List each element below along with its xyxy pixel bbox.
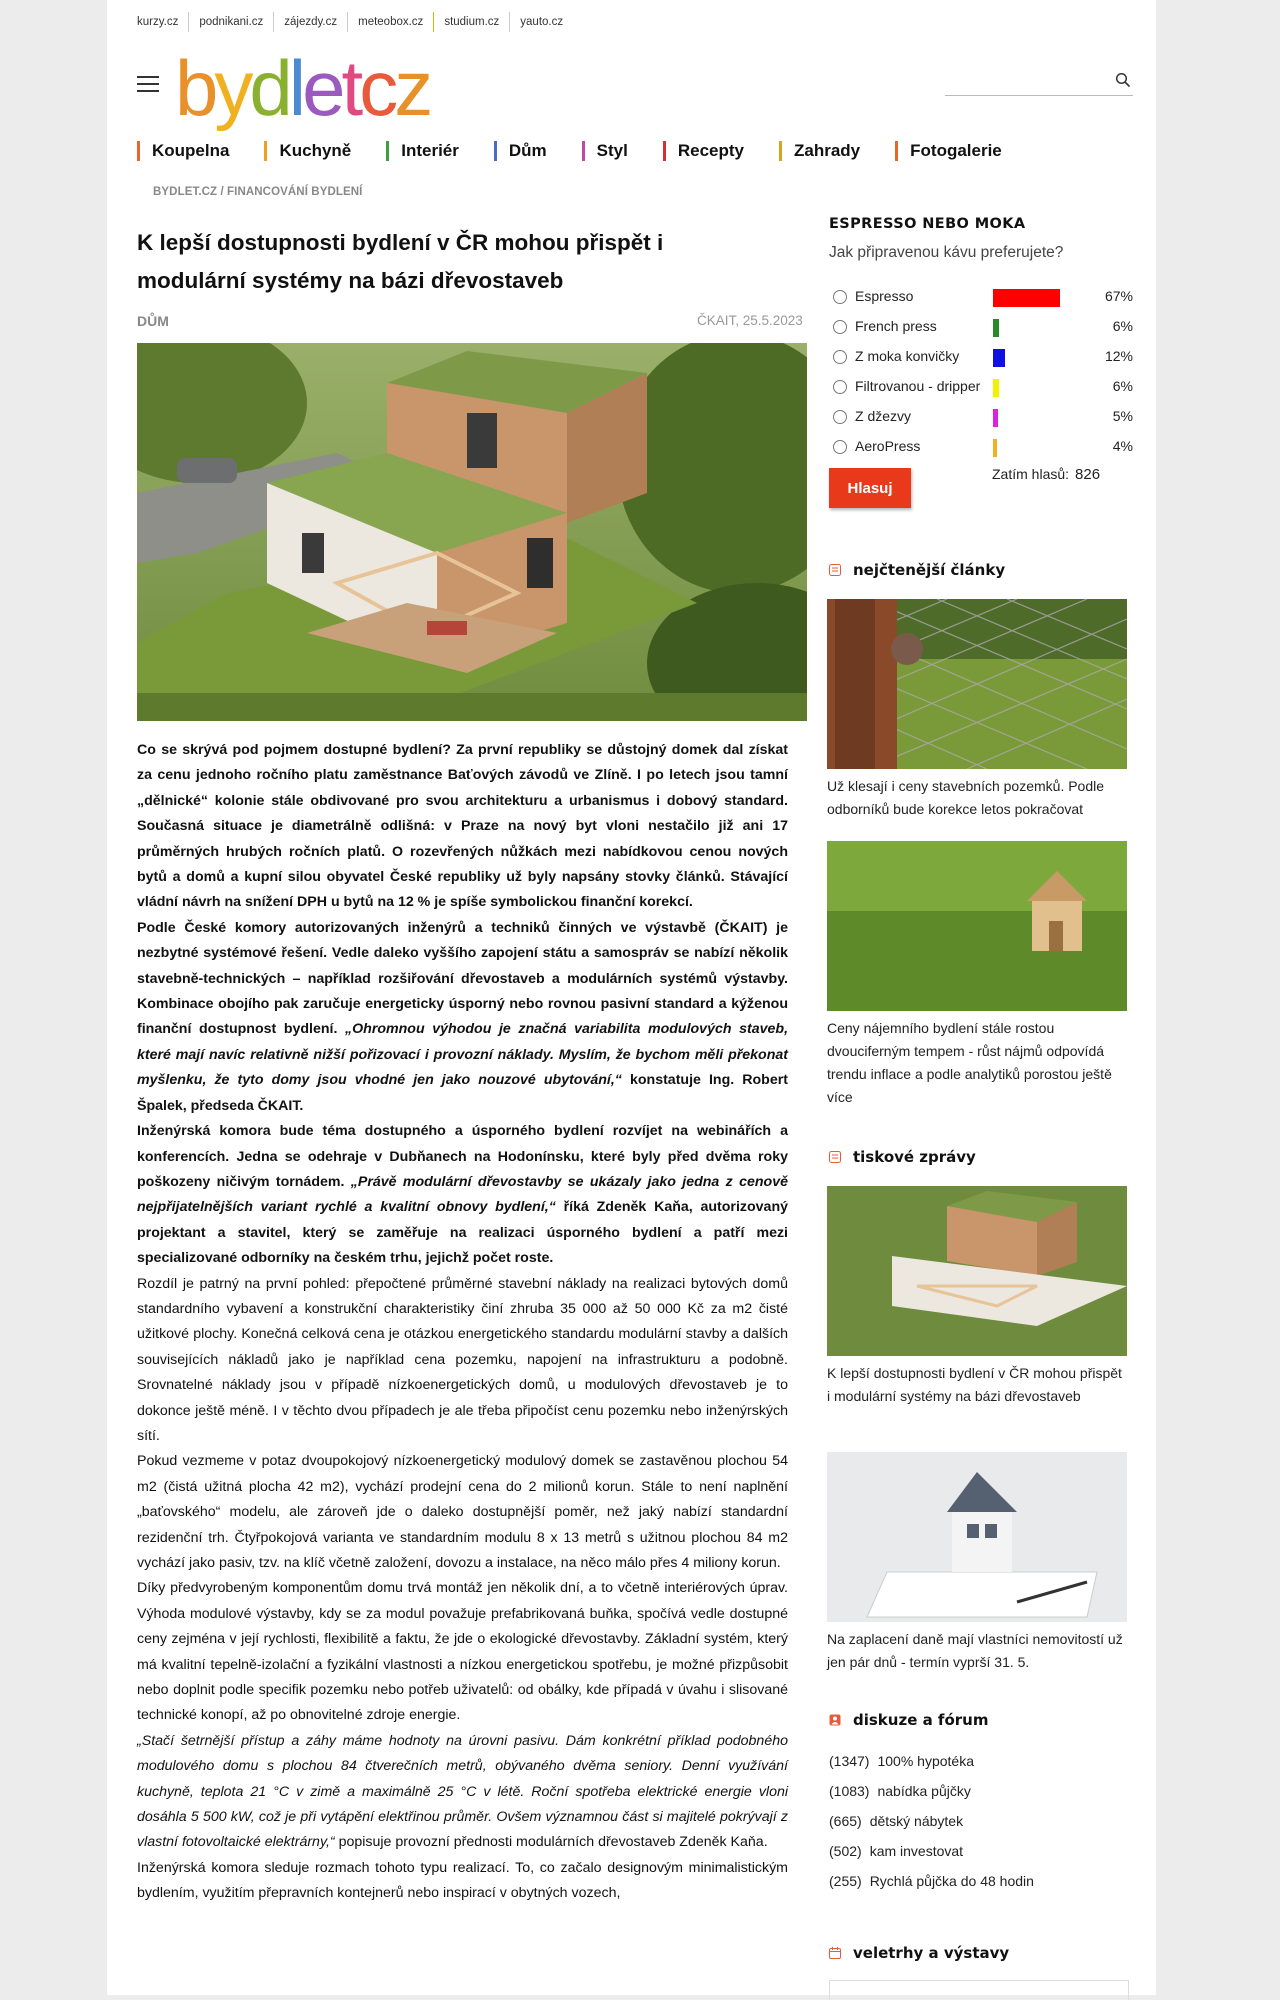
section-title: diskuze a fórum (853, 1711, 989, 1729)
poll-option[interactable] (833, 376, 1133, 400)
most-read-heading (829, 561, 1005, 579)
poll-option-label: AeroPress (855, 438, 921, 454)
nav-label: Styl (596, 141, 628, 160)
quote-text: „Právě modulární dřevostavby se ukázaly jako jedna z cenově nejpřijatelnějších variant rychlé a kvalitní obnovy bydlení,“ (137, 1173, 788, 1216)
press-heading (829, 1148, 976, 1166)
vote-count-label: Zatím hlasů: (992, 466, 1070, 482)
nav-label: Interiér (401, 141, 459, 160)
paragraph-8: Inženýrská komora sleduje rozmach tohoto typu realizací. To, co začalo designovým minimalistickým bydlením, využitím přepravních kontejnerů nebo inspirací v obytných vozech, (137, 1859, 788, 1902)
main-nav (137, 141, 1037, 161)
nav-label: Koupelna (152, 141, 230, 160)
poll-option-label: Filtrovanou - dripper (855, 378, 981, 394)
forum-label[interactable]: kam investovat (869, 1843, 964, 1859)
radio-button[interactable] (833, 440, 847, 454)
article-icon (829, 1151, 841, 1163)
page (107, 0, 1156, 1995)
poll-option-label: Espresso (855, 288, 914, 304)
nav-zahrady[interactable] (779, 141, 860, 161)
poll-result-bar (993, 379, 999, 397)
toplink-podnikani[interactable]: podnikani.cz (188, 12, 273, 32)
person-icon (829, 1714, 841, 1726)
forum-item[interactable] (829, 1746, 1034, 1776)
article-category[interactable]: DŮM (137, 313, 169, 329)
expo-box (829, 1980, 1129, 2000)
nav-color-bar (137, 141, 140, 161)
search-box (945, 66, 1133, 96)
poll-option-label: Z moka konvičky (855, 348, 960, 364)
section-title: veletrhy a výstavy (853, 1944, 1010, 1962)
card-caption[interactable]: Na zaplacení daně mají vlastníci nemovitostí už jen pár dnů - termín vyprší 31. 5. (827, 1631, 1123, 1670)
site-logo[interactable] (175, 44, 430, 132)
poll-option[interactable] (833, 406, 1133, 430)
nav-color-bar (779, 141, 782, 161)
top-links-bar (137, 12, 573, 32)
card-image[interactable] (827, 841, 1127, 1011)
toplink-yauto[interactable]: yauto.cz (509, 12, 573, 32)
logo-letter: t (341, 44, 360, 132)
nav-dum[interactable] (494, 141, 547, 161)
search-icon[interactable] (1115, 72, 1131, 88)
breadcrumb[interactable]: BYDLET.CZ / FINANCOVÁNÍ BYDLENÍ (153, 186, 363, 198)
nav-label: Zahrady (794, 141, 861, 160)
vote-count (992, 466, 1100, 483)
section-title: tiskové zprávy (853, 1148, 976, 1166)
card-image[interactable] (827, 1452, 1127, 1622)
poll-percentage: 67% (1104, 288, 1133, 304)
paragraph-text: Inženýrská komora bude téma dostupného a úsporného bydlení rozvíjet na webinářích a konferencích. Jedna se odehraje v Dubňanech na Hodonínsku, které byly před dvěma roky poškozeny ničivým tornádem. (137, 1123, 788, 1190)
poll-option-label: Z džezvy (855, 408, 912, 424)
nav-color-bar (264, 141, 267, 161)
paragraph-7 (137, 1729, 788, 1856)
poll-option[interactable] (833, 316, 1133, 340)
logo-letter: d (249, 44, 289, 132)
poll-option[interactable] (833, 346, 1133, 370)
nav-label: Kuchyně (279, 141, 352, 160)
toplink-kurzy[interactable]: kurzy.cz (137, 16, 179, 28)
poll-option-label: French press (855, 318, 937, 334)
card-caption[interactable]: Už klesají i ceny stavebních pozemků. Podle odborníků bude korekce letos pokračovat (827, 778, 1105, 817)
nav-label: Recepty (677, 141, 744, 160)
forum-heading (829, 1711, 988, 1729)
nav-interier[interactable] (386, 141, 459, 161)
forum-label[interactable]: dětský nábytek (869, 1813, 964, 1829)
vote-count-value: 826 (1075, 466, 1101, 483)
paragraph-text: popisuje provozní přednosti modulárních dřevostaveb Zdeněk Kaňa. (334, 1834, 768, 1851)
nav-fotogalerie[interactable] (895, 141, 1002, 161)
poll-question: Jak připravenou kávu preferujete? (829, 244, 1064, 261)
article-hero-image (137, 343, 807, 721)
quote-text: „Ohromnou výhodou je značná variabilita modulových staveb, které mají navíc relativně nižší pořizovací i provozní náklady. Myslím, že bychom měli překonat myšlenku, že tyto domy jsou vhodné jen jako nouzové ubytování,“ (137, 1021, 789, 1089)
quote-text: „Stačí šetrnější přístup a záhy máme hodnoty na úrovni pasivu. Dám konkrétní příklad podobného modulového domu s plochou 84 čtverečních metrů, obývaného dvěma seniory. Denní využívání kuchyně, teplota 21 °C v zimě a maximálně 25 °C v létě. Roční spotřeba elektrické energie vloni dosáhla 5 500 kW, což je při vytápění elektřinou průměr. Ovšem významnou část si majitelé pokrývají z vlastní fotovoltaické elektrárny,“ (137, 1732, 788, 1851)
logo-letter: y (214, 44, 250, 132)
nav-color-bar (582, 141, 585, 161)
poll-percentage: 5% (1112, 408, 1133, 424)
paragraph-1: Co se skrývá pod pojmem dostupné bydlení? Za první republiky se důstojný domek dal získat za cenu jednoho ročního platu zaměstnance Baťových závodů ve Zlíně. I po letech jsou tamní „dělnické“ kolonie stále obdivované pro svou architekturu a urbanismus i dobový standard. Současná situace je diametrálně odlišná: v Praze na nový byt vloni nestačilo již ani 17 průměrných hrubých ročních platů. O rozevřených nůžkách mezi nabídkovou cenou nových bytů a domů a kupní silou obyvatel České republiky už byly napsány stovky článků. Stávající vládní návrh na snížení DPH u bytů na 12 % je spíše symbolickou finanční korekcí. (137, 742, 788, 911)
nav-kuchyne[interactable] (264, 141, 351, 161)
radio-button[interactable] (833, 350, 847, 364)
forum-item[interactable] (829, 1806, 1034, 1836)
poll-percentage: 6% (1112, 378, 1133, 394)
card-caption[interactable]: Ceny nájemního bydlení stále rostou dvouciferným tempem - růst nájmů odpovídá trendu inflace a podle analytiků porostou ještě více (827, 1020, 1112, 1105)
most-read-card[interactable] (827, 841, 1127, 1109)
paragraph-6: Díky předvyrobeným komponentům domu trvá montáž jen několik dní, a to včetně interiérových úprav. Výhoda modulové výstavby, kdy se za modul považuje prefabrikovaná buňka, spočívá vedle dostupné ceny zejména v její rychlosti, flexibilitě a faktu, že jde o ekologické dřevostavby. Základní systém, který má kvalitní tepelně-izolační a fyzikální vlastnosti a nízkou energetickou spotřebu, je možné přizpůsobit nebo doplnit podle specifik pozemku nebo potřeb uživatelů: od obálky, kde případá v úvahu i slisované technické konopí, až po obnovitelné zdroje energie. (137, 1580, 788, 1724)
paragraph-text: konstatuje Ing. Robert Špalek, předseda ČKAIT. (137, 1072, 788, 1114)
poll-percentage: 4% (1112, 438, 1133, 454)
forum-list (829, 1746, 1034, 1896)
section-title: nejčtenější články (853, 561, 1006, 579)
nav-label: Fotogalerie (910, 141, 1002, 160)
card-image[interactable] (827, 1186, 1127, 1356)
menu-hamburger-icon[interactable] (137, 76, 159, 94)
poll-result-bar (993, 349, 1005, 367)
poll-result-bar (993, 439, 997, 457)
forum-label[interactable]: Rychlá půjčka do 48 hodin (869, 1873, 1034, 1889)
nav-label: Dům (508, 141, 547, 160)
paragraph-text: Podle České komory autorizovaných inženýrů a techniků činných ve výstavbě (ČKAIT) je nezbytné systémové řešení. Vedle daleko vyššího zapojení státu a samospráv se nabízí několik stavebně-technických – například rozšiřování dřevostaveb a modulárních systémů výstavby. Kombinace obojího pak zaručuje energeticky úsporný nebo rovnou pasivní standard a kýženou finanční dostupnost bydlení. (137, 919, 788, 1038)
forum-count: (665) (829, 1813, 862, 1829)
nav-styl[interactable] (582, 141, 628, 161)
card-caption[interactable]: K lepší dostupnosti bydlení v ČR mohou přispět i modulární systémy na bázi dřevostaveb (827, 1365, 1122, 1404)
press-card[interactable] (827, 1186, 1127, 1408)
logo-letter: l (288, 44, 303, 132)
paragraph-5: Pokud vezmeme v potaz dvoupokojový nízkoenergetický modulový domek se zastavěnou plochou 54 m2 (čistá užitná plocha 42 m2), vychází prodejní cena do 2 milionů korun. Stále to není naplnění „baťovského“ modelu, ale zároveň jde o daleko dostupnější poměr, než jaký nabízí standardní rezidenční trh. Čtyřpokojová varianta ve standardním modulu 8 x 13 metrů s užitnou plochou 84 m2 vychází jako pasiv, tzv. na klíč včetně založení, dovozu a instalace, na něco málo přes 4 miliony korun. (137, 1453, 788, 1571)
nav-recepty[interactable] (663, 141, 744, 161)
poll-title: ESPRESSO NEBO MOKA (829, 216, 1026, 232)
toplink-meteobox[interactable]: meteobox.cz (347, 12, 433, 32)
logo-letter: z (394, 44, 430, 132)
forum-label[interactable]: 100% hypotéka (877, 1753, 974, 1769)
forum-count: (502) (829, 1843, 862, 1859)
search-input[interactable] (945, 66, 1105, 94)
nav-color-bar (386, 141, 389, 161)
card-image[interactable] (827, 599, 1127, 769)
expo-heading (829, 1944, 1009, 1962)
paragraph-2 (137, 916, 788, 1119)
press-card[interactable] (827, 1452, 1127, 1674)
poll-percentage: 12% (1104, 348, 1133, 364)
article-icon (829, 564, 841, 576)
calendar-icon (829, 1947, 841, 1959)
forum-count: (1083) (829, 1783, 870, 1799)
poll-option[interactable] (833, 286, 1133, 310)
toplink-studium[interactable]: studium.cz (433, 12, 509, 32)
toplink-zajezdy[interactable]: zájezdy.cz (273, 12, 347, 32)
radio-button[interactable] (833, 290, 847, 304)
paragraph-4: Rozdíl je patrný na první pohled: přepočtené průměrné stavební náklady na realizaci bytových domů standardního vybavení a konstrukční charakteristiky činí zhruba 35 000 až 50 000 Kč za m2 čisté užitkové plochy. Konečná celková cena je otázkou energetického standardu modulární stavby a dalších souvisejících nákladů jako je například cena pozemku, napojení na infrastrukturu a podobně. Srovnatelné náklady jsou v případě nízkoenergetických domů, u modulových dřevostaveb je to dokonce ještě méně. I v těchto dvou případech je ale třeba připočíst cenu pozemku nebo inženýrských sítí. (137, 1275, 788, 1444)
vote-button[interactable]: Hlasuj (829, 468, 911, 508)
forum-item[interactable] (829, 1866, 1034, 1896)
logo-letter: e (302, 44, 342, 132)
logo-letter: b (175, 44, 215, 132)
poll-result-bar (993, 319, 999, 337)
forum-count: (1347) (829, 1753, 870, 1769)
poll-percentage: 6% (1112, 318, 1133, 334)
logo-letter: c (359, 44, 395, 132)
radio-button[interactable] (833, 410, 847, 424)
paragraph-text: říká Zdeněk Kaňa, autorizovaný projektant a stavitel, který se zaměřuje na realizaci úsporného bydlení a patří mezi specializované odborníky na českém trhu, jejichž počet roste. (137, 1199, 788, 1267)
article-title: K lepší dostupnosti bydlení v ČR mohou přispět i modulární systémy na bázi dřevostaveb (137, 230, 664, 293)
article-body (137, 738, 788, 1907)
poll-result-bar (993, 289, 1060, 307)
nav-color-bar (494, 141, 497, 161)
nav-color-bar (663, 141, 666, 161)
nav-color-bar (895, 141, 898, 161)
article-byline: ČKAIT, 25.5.2023 (697, 313, 803, 328)
forum-item[interactable] (829, 1836, 1034, 1866)
forum-item[interactable] (829, 1776, 1034, 1806)
most-read-card[interactable] (827, 599, 1127, 821)
forum-label[interactable]: nabídka půjčky (877, 1783, 971, 1799)
radio-button[interactable] (833, 320, 847, 334)
paragraph-3 (137, 1119, 788, 1271)
nav-koupelna[interactable] (137, 141, 229, 161)
forum-count: (255) (829, 1873, 862, 1889)
poll-result-bar (993, 409, 998, 427)
poll-option[interactable] (833, 436, 1133, 460)
radio-button[interactable] (833, 380, 847, 394)
